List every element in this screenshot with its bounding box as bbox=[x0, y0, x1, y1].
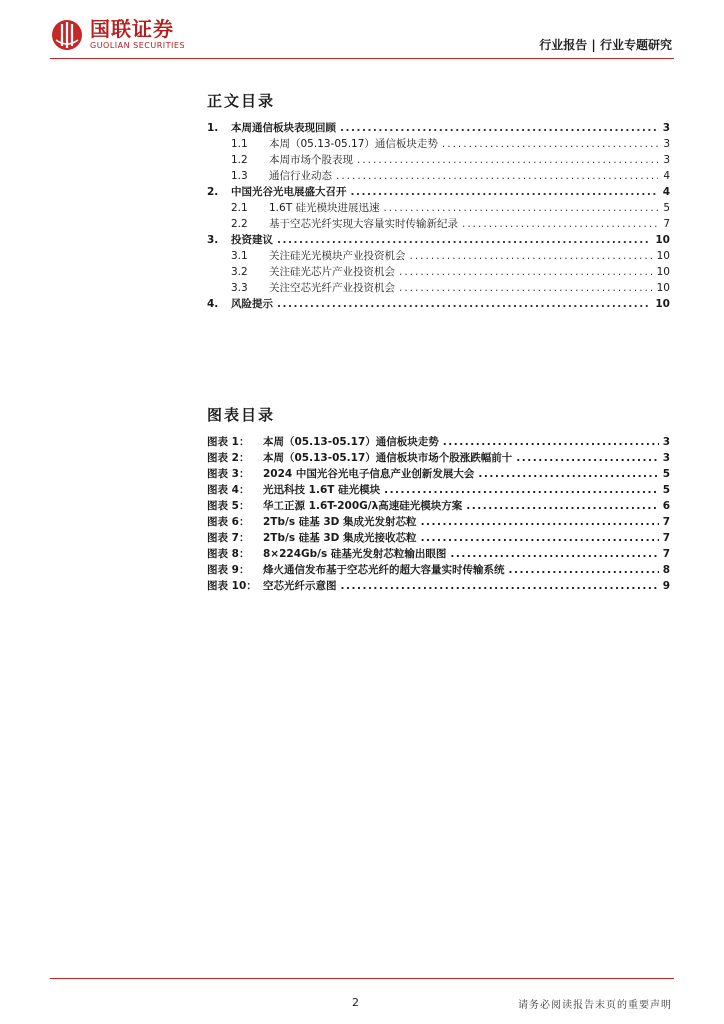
toc-entry-page: 3 bbox=[663, 154, 670, 166]
toc-entry[interactable] bbox=[207, 232, 670, 248]
toc-entry-number: 2. bbox=[207, 186, 219, 198]
figure-entry-page: 6 bbox=[662, 500, 670, 512]
toc-entry[interactable] bbox=[207, 184, 670, 200]
figure-leader-dots bbox=[384, 482, 659, 498]
toc-entry-number: 1. bbox=[207, 122, 219, 134]
figure-entry-number: 图表 5： bbox=[207, 500, 250, 512]
toc-leader-dots bbox=[277, 296, 651, 312]
figure-leader-dots bbox=[450, 546, 658, 562]
figure-entry-number: 图表 6： bbox=[207, 516, 250, 528]
figure-entry-page: 3 bbox=[662, 452, 670, 464]
figure-leader-dots bbox=[443, 434, 659, 450]
toc-entry[interactable] bbox=[207, 248, 670, 264]
page-number: 2 bbox=[352, 996, 359, 1009]
toc-leader-dots bbox=[277, 232, 651, 248]
figure-entry-title: 2Tb/s 硅基 3D 集成光接收芯粒 bbox=[263, 532, 417, 544]
toc-entry-page: 10 bbox=[656, 266, 670, 278]
toc-entry-number: 2.2 bbox=[231, 218, 248, 230]
toc-entry-title: 本周市场个股表现 bbox=[269, 154, 353, 166]
figure-entry-page: 8 bbox=[662, 564, 670, 576]
report-type-label: 行业报告 | 行业专题研究 bbox=[539, 38, 672, 52]
toc-entry-number: 3. bbox=[207, 234, 219, 246]
figure-leader-dots bbox=[341, 578, 659, 594]
toc-leader-dots bbox=[410, 248, 653, 264]
figure-entry-number: 图表 4： bbox=[207, 484, 250, 496]
figure-entry[interactable] bbox=[207, 434, 670, 450]
toc-entry-page: 10 bbox=[656, 250, 670, 262]
figure-entry-page: 3 bbox=[662, 436, 670, 448]
toc-entry-title: 1.6T 硅光模块进展迅速 bbox=[269, 202, 380, 214]
figure-entry[interactable] bbox=[207, 450, 670, 466]
toc-entry[interactable] bbox=[207, 152, 670, 168]
toc-leader-dots bbox=[357, 152, 658, 168]
figure-entry-page: 9 bbox=[662, 580, 670, 592]
toc-entry[interactable] bbox=[207, 296, 670, 312]
figure-entry-number: 图表 2： bbox=[207, 452, 250, 464]
header-divider bbox=[50, 58, 674, 59]
toc-leader-dots bbox=[399, 264, 653, 280]
toc-entry-page: 3 bbox=[663, 138, 670, 150]
figure-entry-number: 图表 1： bbox=[207, 436, 250, 448]
figure-entry-number: 图表 3： bbox=[207, 468, 250, 480]
figure-entry[interactable] bbox=[207, 530, 670, 546]
footer-divider bbox=[50, 978, 674, 979]
toc-leader-dots bbox=[351, 184, 659, 200]
toc-leader-dots bbox=[340, 120, 658, 136]
figure-entry[interactable] bbox=[207, 562, 670, 578]
figure-entry-title: 8×224Gb/s 硅基光发射芯粒输出眼图 bbox=[263, 548, 447, 560]
toc-entry-title: 关注硅光芯片产业投资机会 bbox=[269, 266, 395, 278]
toc-entry[interactable] bbox=[207, 168, 670, 184]
footer-disclaimer: 请务必阅读报告末页的重要声明 bbox=[518, 1000, 672, 1011]
toc-entry-number: 2.1 bbox=[231, 202, 248, 214]
toc-entry-title: 风险提示 bbox=[231, 298, 273, 310]
figure-leader-dots bbox=[509, 562, 659, 578]
page-header bbox=[0, 0, 724, 62]
toc-entry[interactable] bbox=[207, 216, 670, 232]
figure-entry[interactable] bbox=[207, 578, 670, 594]
logo-text-en: GUOLIAN SECURITIES bbox=[90, 41, 186, 50]
toc-entry-number: 3.1 bbox=[231, 250, 248, 262]
figure-entry-page: 7 bbox=[662, 548, 670, 560]
toc-leader-dots bbox=[442, 136, 658, 152]
toc-entry-number: 1.1 bbox=[231, 138, 248, 150]
toc-entry-page: 10 bbox=[656, 282, 670, 294]
figure-entry[interactable] bbox=[207, 514, 670, 530]
toc-entry-title: 通信行业动态 bbox=[269, 170, 332, 182]
toc-entry-page: 4 bbox=[663, 170, 670, 182]
figure-entry-title: 光迅科技 1.6T 硅光模块 bbox=[263, 484, 381, 496]
figure-entry-page: 5 bbox=[662, 484, 670, 496]
toc-entry-page: 10 bbox=[655, 298, 670, 310]
toc-entry-number: 3.3 bbox=[231, 282, 248, 294]
toc-entry-page: 3 bbox=[662, 122, 670, 134]
figure-leader-dots bbox=[421, 530, 659, 546]
toc-leader-dots bbox=[383, 200, 658, 216]
figures-title: 图表目录 bbox=[207, 406, 276, 424]
figure-entry-title: 本周（05.13-05.17）通信板块市场个股涨跌幅前十 bbox=[263, 452, 513, 464]
figure-entry-page: 7 bbox=[662, 532, 670, 544]
figure-entry-number: 图表 10： bbox=[207, 580, 257, 592]
toc-leader-dots bbox=[336, 168, 658, 184]
toc-entry[interactable] bbox=[207, 120, 670, 136]
toc-entry-page: 7 bbox=[663, 218, 670, 230]
toc-entry-number: 1.3 bbox=[231, 170, 248, 182]
logo-text-cn: 国联证券 bbox=[90, 17, 174, 41]
figure-entry-title: 空芯光纤示意图 bbox=[263, 580, 337, 592]
toc-entry-title: 中国光谷光电展盛大召开 bbox=[231, 186, 347, 198]
toc-entry-page: 5 bbox=[663, 202, 670, 214]
figure-entry-number: 图表 9： bbox=[207, 564, 250, 576]
toc-entry-number: 4. bbox=[207, 298, 219, 310]
figure-entry-page: 5 bbox=[662, 468, 670, 480]
figure-entry[interactable] bbox=[207, 482, 670, 498]
figure-leader-dots bbox=[466, 498, 658, 514]
figure-leader-dots bbox=[516, 450, 658, 466]
toc-entry-title: 关注空芯光纤产业投资机会 bbox=[269, 282, 395, 294]
figure-entry-number: 图表 8： bbox=[207, 548, 250, 560]
toc-entry-title: 基于空芯光纤实现大容量实时传输新纪录 bbox=[269, 218, 458, 230]
figure-leader-dots bbox=[478, 466, 658, 482]
toc-entry-title: 关注硅光光模块产业投资机会 bbox=[269, 250, 406, 262]
toc-entry[interactable] bbox=[207, 264, 670, 280]
figures-list bbox=[207, 434, 670, 594]
figure-entry-title: 本周（05.13-05.17）通信板块走势 bbox=[263, 436, 439, 448]
toc-entry[interactable] bbox=[207, 200, 670, 216]
toc-leader-dots bbox=[399, 280, 653, 296]
toc-entry-page: 10 bbox=[655, 234, 670, 246]
toc-entry[interactable] bbox=[207, 136, 670, 152]
figure-entry-title: 华工正源 1.6T-200G/λ高速硅光模块方案 bbox=[263, 500, 463, 512]
figure-entry[interactable] bbox=[207, 498, 670, 514]
toc-entry-number: 3.2 bbox=[231, 266, 248, 278]
figure-entry-page: 7 bbox=[662, 516, 670, 528]
toc-leader-dots bbox=[462, 216, 658, 232]
figure-entry[interactable] bbox=[207, 466, 670, 482]
company-logo bbox=[50, 18, 185, 52]
figure-leader-dots bbox=[421, 514, 659, 530]
toc-entry-title: 本周（05.13-05.17）通信板块走势 bbox=[269, 138, 438, 150]
logo-mark-icon bbox=[50, 18, 84, 52]
figure-entry-number: 图表 7： bbox=[207, 532, 250, 544]
toc-title: 正文目录 bbox=[207, 92, 276, 110]
toc-entry-title: 本周通信板块表现回顾 bbox=[231, 122, 336, 134]
figure-entry-title: 2024 中国光谷光电子信息产业创新发展大会 bbox=[263, 468, 475, 480]
figure-entry-title: 2Tb/s 硅基 3D 集成光发射芯粒 bbox=[263, 516, 417, 528]
toc-entry[interactable] bbox=[207, 280, 670, 296]
figure-entry-title: 烽火通信发布基于空芯光纤的超大容量实时传输系统 bbox=[263, 564, 505, 576]
toc-entry-page: 4 bbox=[662, 186, 670, 198]
toc-list bbox=[207, 120, 670, 312]
figure-entry[interactable] bbox=[207, 546, 670, 562]
toc-entry-title: 投资建议 bbox=[231, 234, 273, 246]
toc-entry-number: 1.2 bbox=[231, 154, 248, 166]
